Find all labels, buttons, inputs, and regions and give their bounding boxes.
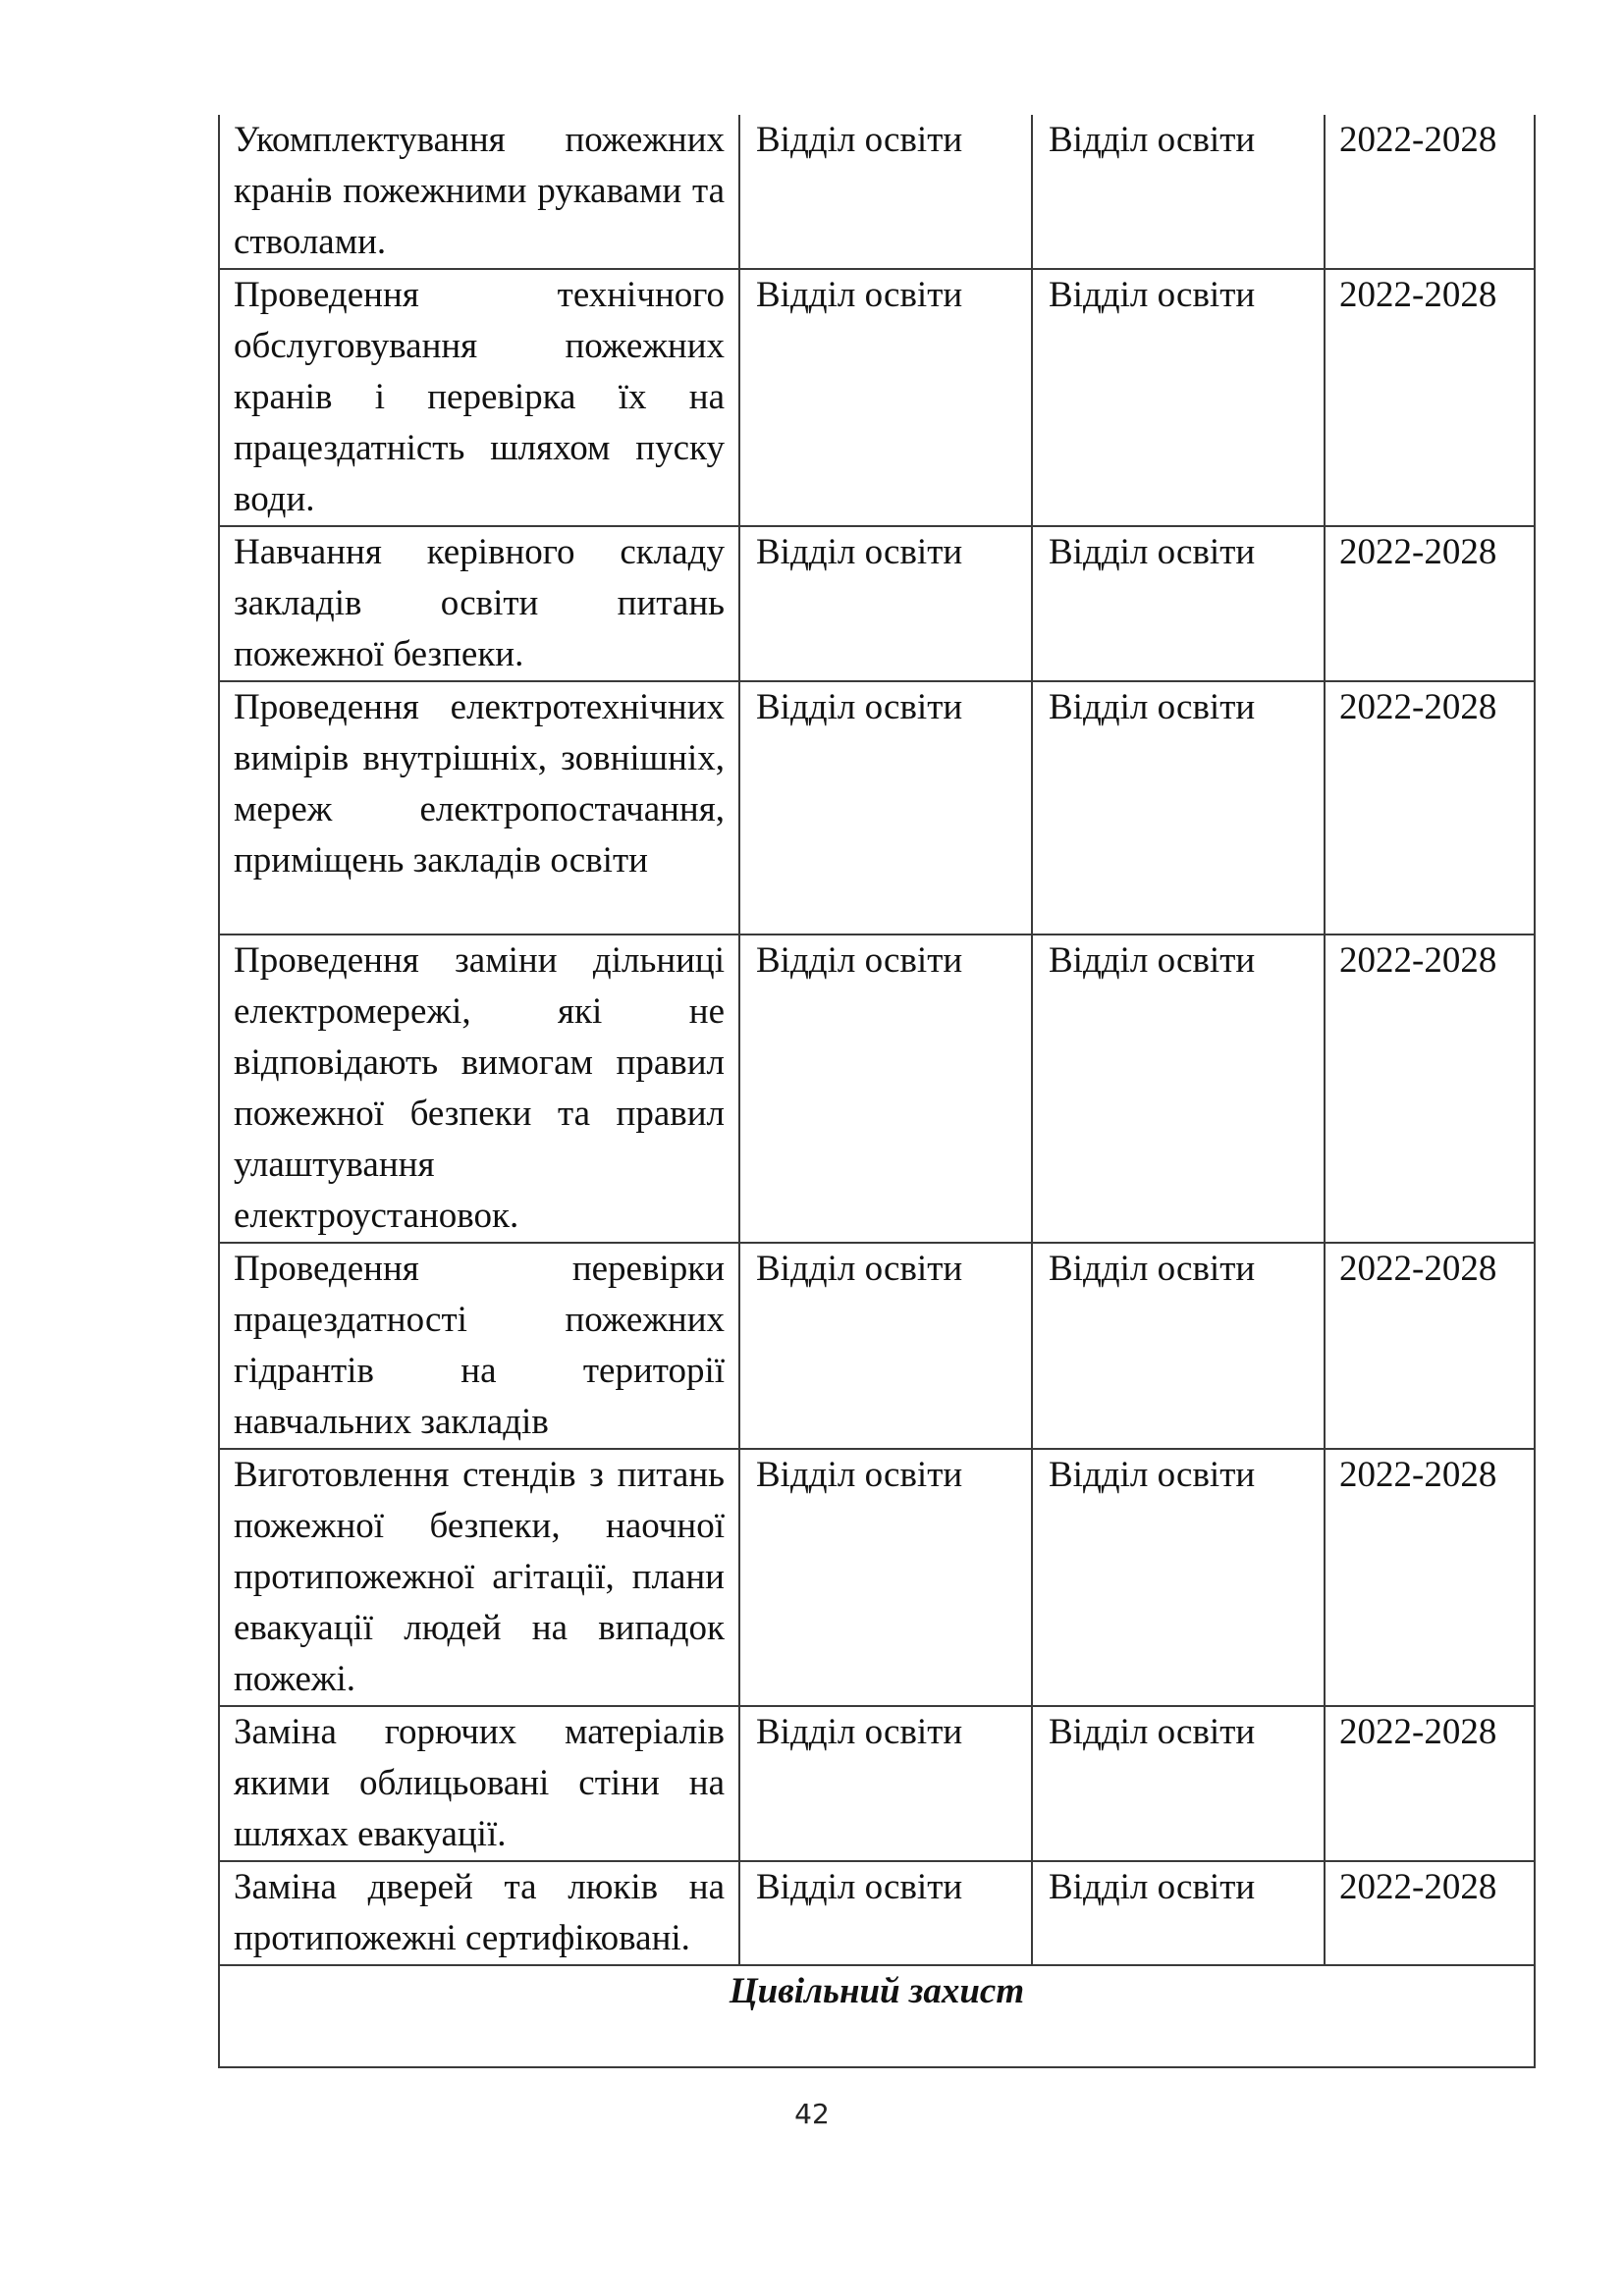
funding-cell: Відділ освіти xyxy=(1032,1861,1325,1965)
funding-cell: Відділ освіти xyxy=(1032,934,1325,1243)
measure-cell xyxy=(219,115,739,269)
table-row xyxy=(219,1449,1535,1706)
table-row xyxy=(219,115,1535,269)
executor-cell: Відділ освіти xyxy=(739,1243,1032,1449)
measure-text: Заміна дверей та люків на протипожежні сертифіковані. xyxy=(234,1867,725,1958)
funding-cell: Відділ освіти xyxy=(1032,115,1325,269)
term-cell: 2022-2028 xyxy=(1325,1706,1535,1861)
table-row xyxy=(219,1706,1535,1861)
measure-cell xyxy=(219,934,739,1243)
term-cell: 2022-2028 xyxy=(1325,1449,1535,1706)
measure-cell xyxy=(219,1706,739,1861)
executor-cell: Відділ освіти xyxy=(739,115,1032,269)
executor-cell: Відділ освіти xyxy=(739,934,1032,1243)
table-row xyxy=(219,1243,1535,1449)
executor-cell: Відділ освіти xyxy=(739,1706,1032,1861)
funding-cell: Відділ освіти xyxy=(1032,681,1325,934)
measure-cell xyxy=(219,1243,739,1449)
executor-cell: Відділ освіти xyxy=(739,1449,1032,1706)
measure-cell xyxy=(219,269,739,526)
section-heading: Цивільний захист xyxy=(219,1965,1535,2067)
funding-cell: Відділ освіти xyxy=(1032,269,1325,526)
executor-cell: Відділ освіти xyxy=(739,1861,1032,1965)
term-cell: 2022-2028 xyxy=(1325,681,1535,934)
funding-cell: Відділ освіти xyxy=(1032,1706,1325,1861)
table-row xyxy=(219,269,1535,526)
table-row xyxy=(219,681,1535,934)
table-row xyxy=(219,934,1535,1243)
term-cell: 2022-2028 xyxy=(1325,115,1535,269)
measures-table-body xyxy=(219,115,1535,2067)
term-cell: 2022-2028 xyxy=(1325,1861,1535,1965)
measure-cell xyxy=(219,1449,739,1706)
funding-cell: Відділ освіти xyxy=(1032,1243,1325,1449)
executor-cell: Відділ освіти xyxy=(739,526,1032,681)
measure-text: Виготовлення стендів з питань пожежної безпеки, наочної протипожежної агітації, плани евакуації людей на випадок пожежі. xyxy=(234,1455,725,1699)
measure-text: Проведення перевірки працездатності пожежних гідрантів на території навчальних закладів xyxy=(234,1249,725,1442)
measure-text: Навчання керівного складу закладів освіти питань пожежної безпеки. xyxy=(234,532,725,674)
funding-cell: Відділ освіти xyxy=(1032,526,1325,681)
executor-cell: Відділ освіти xyxy=(739,681,1032,934)
table-row xyxy=(219,526,1535,681)
term-cell: 2022-2028 xyxy=(1325,934,1535,1243)
page-number: 42 xyxy=(794,2098,830,2130)
measures-table xyxy=(218,115,1536,2068)
term-cell: 2022-2028 xyxy=(1325,1243,1535,1449)
measure-text: Проведення заміни дільниці електромережі, які не відповідають вимогам правил пожежної безпеки та правил улаштування електроустановок. xyxy=(234,940,725,1236)
measure-text: Укомплектування пожежних кранів пожежними рукавами та стволами. xyxy=(234,120,725,262)
measure-cell xyxy=(219,1861,739,1965)
measure-text: Проведення технічного обслуговування пожежних кранів і перевірка їх на працездатність шляхом пуску води. xyxy=(234,275,725,519)
funding-cell: Відділ освіти xyxy=(1032,1449,1325,1706)
term-cell: 2022-2028 xyxy=(1325,269,1535,526)
term-cell: 2022-2028 xyxy=(1325,526,1535,681)
executor-cell: Відділ освіти xyxy=(739,269,1032,526)
table-row xyxy=(219,1861,1535,1965)
measure-text: Заміна горючих матеріалів якими облицьовані стіни на шляхах евакуації. xyxy=(234,1712,725,1854)
measure-text: Проведення електротехнічних вимірів внутрішніх, зовнішніх, мереж електропостачання, приміщень закладів освіти xyxy=(234,687,725,881)
section-row xyxy=(219,1965,1535,2067)
measure-cell xyxy=(219,681,739,934)
measure-cell xyxy=(219,526,739,681)
